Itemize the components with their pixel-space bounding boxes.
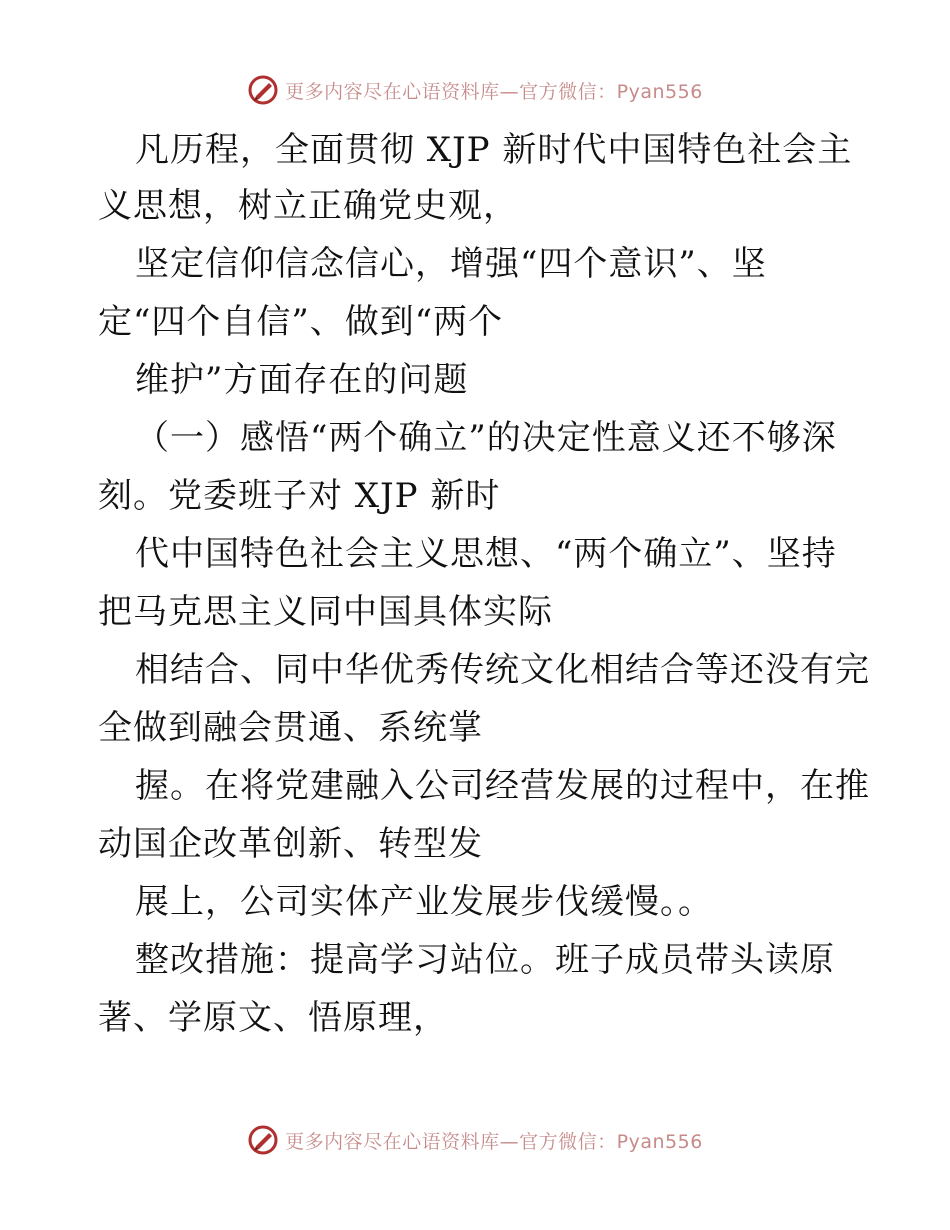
- text-line: 著、学原文、悟原理，: [98, 998, 448, 1038]
- text-line: 义思想，树立正确党史观，: [98, 186, 518, 226]
- pen-logo-icon: [247, 74, 279, 106]
- text-line: 凡历程，全面贯彻 XJP 新时代中国特色社会主: [135, 130, 853, 170]
- text-line: 代中国特色社会主义思想、“两个确立”、坚持: [135, 534, 837, 574]
- watermark-text: 更多内容尽在心语资料库—官方微信：Pyan556: [285, 80, 703, 103]
- text-line: （一）感悟“两个确立”的决定性意义还不够深: [135, 418, 837, 458]
- text-line: 相结合、同中华优秀传统文化相结合等还没有完: [135, 650, 870, 690]
- watermark-text: 更多内容尽在心语资料库—官方微信：Pyan556: [285, 1130, 703, 1153]
- text-line: 整改措施：提高学习站位。班子成员带头读原: [135, 940, 835, 980]
- text-line: 动国企改革创新、转型发: [98, 824, 483, 864]
- text-line: 展上，公司实体产业发展步伐缓慢。。: [135, 882, 713, 922]
- header-watermark: [0, 70, 950, 110]
- text-line: 刻。党委班子对 XJP 新时: [98, 476, 501, 516]
- text-line: 定“四个自信”、做到“两个: [98, 302, 504, 342]
- text-line: 坚定信仰信念信心，增强“四个意识”、坚: [135, 244, 767, 284]
- text-line: 握。在将党建融入公司经营发展的过程中，在推: [135, 766, 870, 806]
- pen-logo-icon: [247, 1124, 279, 1156]
- text-line: 维护”方面存在的问题: [135, 360, 469, 400]
- footer-watermark: [0, 1120, 950, 1160]
- text-line: 把马克思主义同中国具体实际: [98, 592, 553, 632]
- text-line: 全做到融会贯通、系统掌: [98, 708, 483, 748]
